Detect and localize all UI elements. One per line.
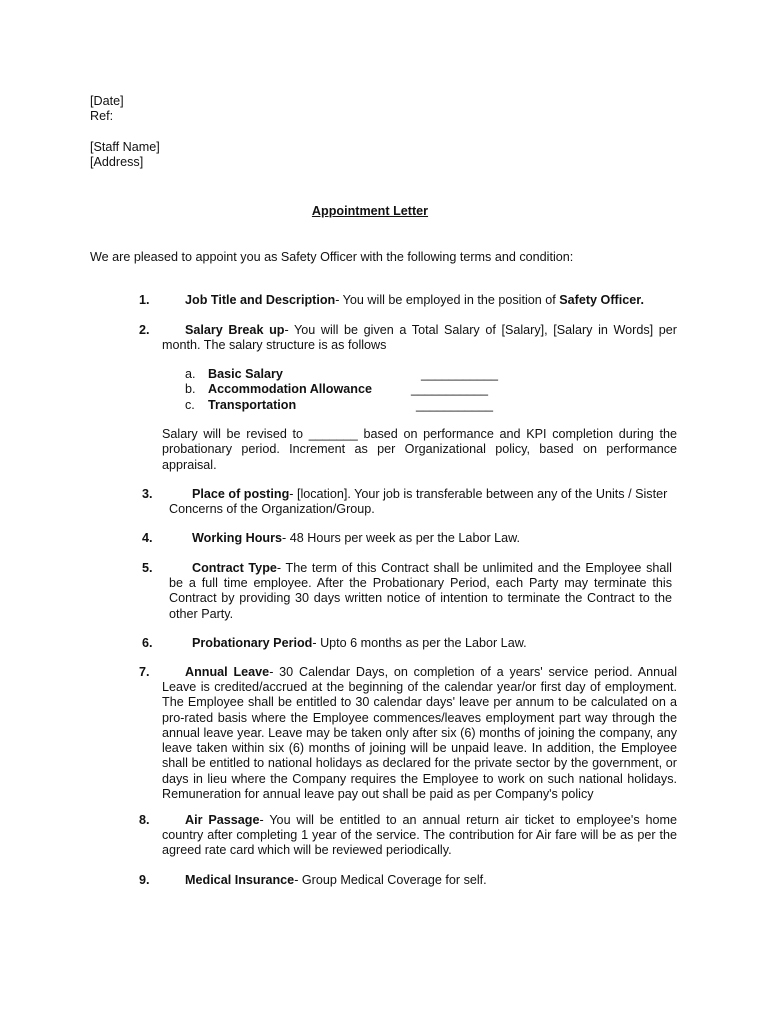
staff-name-placeholder: [Staff Name] [90,140,160,154]
breakup-letter: b. [185,382,196,396]
item-heading: Place of posting [192,487,290,501]
item-heading: Annual Leave [185,665,270,679]
item-text: - Upto 6 months as per the Labor Law. [312,636,527,650]
item-medical [185,873,677,888]
item-salary-first-line [185,323,677,338]
paragraph-line: agreed rate card which will be reviewed periodically. [162,843,452,858]
paragraph-line: The Employee shall be entitled to 30 calendar days' leave per annum to be calculated on a [162,695,677,710]
breakup-name: Transportation [208,398,297,412]
item-number: 4. [142,531,153,545]
paragraph-line: Salary will be revised to _______ based on performance and KPI completion during the [162,427,677,441]
item-working-hours [192,531,672,546]
item-number: 3. [142,487,153,501]
item-number: 9. [139,873,150,887]
item-place-first-line [192,487,672,502]
breakup-blank: ___________ [416,398,494,412]
item-number: 7. [139,665,150,679]
item-number: 2. [139,323,150,337]
item-contract-body [169,576,672,622]
paragraph-line: Contract by providing 30 days written notice of intention to terminate the Contract to the [169,591,672,606]
paragraph-line: leave taken within six (6) months of joining will be unpaid leave. In addition, the Employee [162,741,677,756]
item-number: 5. [142,561,153,575]
paragraph-line: days in lieu where the Company requires the Employee to work on such national holidays. [162,771,677,786]
ref-label: Ref: [90,109,114,123]
item-text: - Group Medical Coverage for self. [294,873,487,887]
paragraph-line: Remuneration for annual leave pay out shall be paid as per Company's policy [162,787,594,802]
item-heading: Salary Break up [185,323,285,337]
item-text: - The term of this Contract shall be unlimited and the Employee shall [276,561,672,575]
item-text: - 30 Calendar Days, on completion of a years' service period. Annual [269,665,677,679]
breakup-blank: ___________ [421,367,499,381]
paragraph-line: shall be entitled to national holidays as declared for the private sector by the government, or [162,756,677,771]
item-place-second-line: Concerns of the Organization/Group. [169,502,375,516]
item-salary-second-line: month. The salary structure is as follows [162,338,387,352]
item-heading: Job Title and Description [185,293,336,307]
paragraph-line: other Party. [169,606,234,621]
item-number: 6. [142,636,153,650]
item-contract-first-line [192,561,672,576]
item-probation [192,636,672,651]
item-leave-body [162,680,677,802]
item-number: 8. [139,813,150,827]
paragraph-line: appraisal. [162,457,217,472]
paragraph-line: be a full time employee. After the Probationary Period, each Party may terminate this [169,576,672,590]
item-job-title [185,293,680,308]
item-leave-first-line [185,665,677,680]
letter-title: Appointment Letter [311,204,429,218]
item-number: 1. [139,293,150,307]
item-heading: Contract Type [192,561,277,575]
breakup-letter: c. [185,398,195,412]
item-heading: Probationary Period [192,636,313,650]
item-text: - You will be employed in the position of [335,293,560,307]
item-text: - [location]. Your job is transferable between any of the Units / Sister [289,487,668,501]
paragraph-line: country after completing 1 year of the service. The contribution for Air fare will be as per the [162,828,677,842]
position-name: Safety Officer. [559,293,644,307]
paragraph-line: probationary period. Increment as per Organizational policy, based on performance [162,442,677,457]
paragraph-line: pro-rated basis where the Employee commences/leaves employment part way through the [162,710,677,725]
breakup-blank: ___________ [411,382,489,396]
item-heading: Air Passage [185,813,260,827]
item-heading: Medical Insurance [185,873,295,887]
item-text: - You will be entitled to an annual return air ticket to employee's home [259,813,677,827]
paragraph-line: Leave is credited/accrued at the beginning of the calendar year/or first day of employment. [162,680,677,694]
item-heading: Working Hours [192,531,283,545]
item-air-first-line [185,813,677,828]
breakup-letter: a. [185,367,196,381]
salary-revision-paragraph [162,427,677,473]
breakup-name: Basic Salary [208,367,283,381]
paragraph-line: annual leave year. Leave may be taken only after six (6) months of joining the company, any [162,725,677,740]
item-text: - You will be given a Total Salary of [Salary], [Salary in Words] per [284,323,677,337]
intro-paragraph: We are pleased to appoint you as Safety Officer with the following terms and condition: [90,250,574,264]
date-placeholder: [Date] [90,94,124,108]
item-air-body [162,828,677,859]
address-placeholder: [Address] [90,155,144,169]
item-text: - 48 Hours per week as per the Labor Law. [282,531,521,545]
breakup-name: Accommodation Allowance [208,382,372,396]
